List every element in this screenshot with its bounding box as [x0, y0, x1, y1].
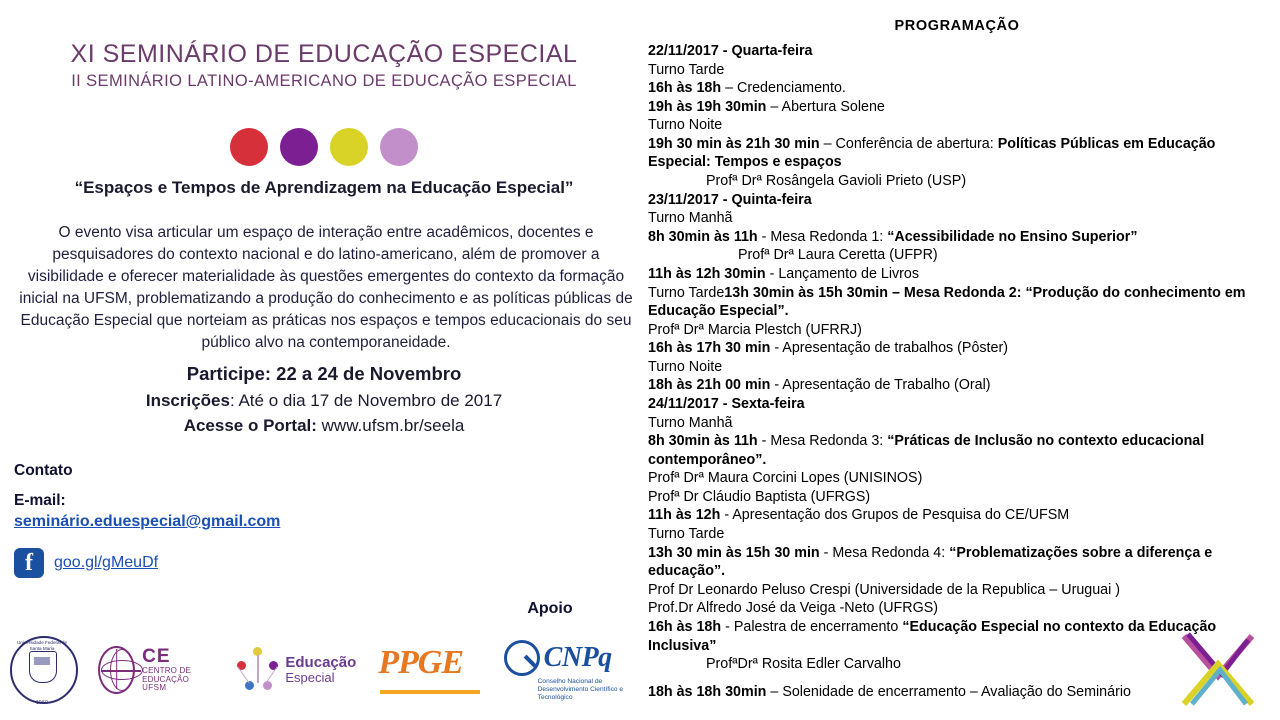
program-shift-label: Turno Tarde	[648, 284, 725, 301]
cnpq-mark-icon	[504, 640, 540, 676]
registration-label: Inscrições	[145, 390, 230, 410]
ce-name: CENTRO DE EDUCAÇÃO	[142, 666, 192, 684]
facebook-icon[interactable]: f	[14, 548, 44, 578]
registration-value: : Até o dia 17 de Novembro de 2017	[229, 390, 503, 410]
program-entry-text: – Abertura Solene	[766, 98, 885, 115]
apoio-label: Apoio	[527, 600, 573, 617]
program-entry-text: - Apresentação de Trabalho (Oral)	[770, 377, 991, 394]
program-entry-text: - Palestra de encerramento	[721, 618, 903, 635]
program-entry-time: 13h 30 min às 15h 30 min	[648, 544, 820, 561]
program-entry-time: 11h às 12h	[648, 507, 721, 524]
program-entry-time: 19h às 19h 30min	[648, 98, 767, 115]
program-speaker: Profª Drª Rosângela Gavioli Prieto (USP)	[706, 173, 967, 190]
program-entry-text: - Mesa Redonda 3:	[757, 433, 888, 450]
program-entry-time: 16h às 18h	[648, 618, 722, 635]
program-entry-text: Prof.Dr Alfredo José da Veiga -Neto (UFRGS)	[648, 600, 939, 617]
logo-educacao-especial	[237, 639, 356, 701]
program-entry	[648, 432, 1266, 469]
facebook-row[interactable]	[14, 548, 158, 578]
program-entry-text: Turno Manhã	[648, 210, 733, 227]
program-entry-time: 11h às 12h 30min	[648, 265, 766, 282]
program-entry-time: 13h 30min às 15h 30min –	[724, 284, 904, 301]
program-entry-text: - Apresentação de trabalhos (Pôster)	[770, 340, 1009, 357]
program-entry	[648, 228, 1266, 247]
program-entry	[648, 544, 1266, 581]
program-entry-text: Turno Tarde	[648, 61, 725, 78]
program-entry-title: “Acessibilidade no Ensino Superior”	[887, 228, 1138, 245]
seminar-title-line2: II SEMINÁRIO LATINO-AMERICANO DE EDUCAÇÃO ESPECIAL	[71, 72, 577, 90]
dot-lilac	[380, 128, 418, 166]
dot-purple	[280, 128, 318, 166]
program-entry	[648, 321, 1266, 340]
program-entry	[648, 191, 1266, 210]
program-entry-text: – Credenciamento.	[721, 80, 846, 97]
program-entry-text: - Lançamento de Livros	[765, 265, 920, 282]
portal-value: www.ufsm.br/seela	[316, 416, 465, 436]
program-entry	[648, 61, 1266, 80]
logo-ufsm	[10, 634, 76, 706]
program-entry	[648, 42, 1266, 61]
program-speaker: ProfªDrª Rosita Edler Carvalho	[706, 656, 901, 673]
program-entry-text: Turno Manhã	[648, 414, 733, 431]
program-title: PROGRAMAÇÃO	[894, 18, 1020, 34]
edesp-line1: Educação	[285, 653, 357, 671]
program-entry	[648, 599, 1266, 618]
program-entry	[648, 506, 1266, 525]
ppge-text: PPGE	[378, 644, 464, 681]
program-entry	[648, 246, 1266, 265]
program-entry	[648, 98, 1266, 117]
contact-block	[14, 462, 414, 531]
logo-cnpq	[504, 640, 650, 700]
ufsm-year: 1960	[35, 700, 49, 706]
dot-yellow	[330, 128, 368, 166]
ppge-bar-icon	[380, 690, 480, 694]
program-entry-text: Prof Dr Leonardo Peluso Crespi (Universidade de la Republica – Uruguai )	[648, 581, 1121, 598]
program-entry-text: Profª Drª Maura Corcini Lopes (UNISINOS)	[648, 470, 923, 487]
ufsm-shield-icon	[29, 651, 57, 683]
program-spacer	[648, 674, 1266, 683]
contact-title: Contato	[14, 462, 73, 479]
program-entry	[648, 358, 1266, 377]
program-entry	[648, 581, 1266, 600]
program-entry-text: – Conferência de abertura:	[819, 135, 998, 152]
program-entry-time: 16h às 17h 30 min	[648, 340, 771, 357]
program-entry	[648, 469, 1266, 488]
program-entry-time: 16h às 18h	[648, 80, 722, 97]
program-entry-title: Políticas Públicas em Educação Especial: Tempos e espaços	[648, 135, 1216, 171]
program-entry	[648, 135, 1266, 172]
portal-label: Acesse o Portal:	[183, 416, 317, 436]
participate-dates: Participe: 22 a 24 de Novembro	[186, 363, 462, 384]
participate-block	[14, 360, 634, 439]
program-entry	[648, 618, 1266, 655]
program-entry	[648, 376, 1266, 395]
program-list	[648, 42, 1266, 701]
cnpq-subtitle: Conselho Nacional de Desenvolvimento Científico e Tecnológico	[537, 678, 624, 702]
program-entry	[648, 525, 1266, 544]
program-entry-title: “Educação Especial no contexto da Educação Inclusiva”	[648, 618, 1217, 654]
sponsor-logos	[10, 630, 650, 710]
program-entry	[648, 209, 1266, 228]
program-entry	[648, 79, 1266, 98]
right-column	[648, 0, 1280, 720]
facebook-link[interactable]: goo.gl/gMeuDf	[54, 554, 159, 571]
program-entry-text: Profª Dr Cláudio Baptista (UFRGS)	[648, 488, 871, 505]
edesp-line2: Especial	[285, 670, 335, 686]
program-entry	[648, 414, 1266, 433]
program-entry-time: 19h 30 min às 21h 30 min	[648, 135, 820, 152]
program-entry-title: “Problematizações sobre a diferença e educação”.	[648, 544, 1213, 580]
program-entry	[648, 284, 1266, 321]
program-entry	[648, 339, 1266, 358]
program-entry-time: 18h às 21h 00 min	[648, 377, 771, 394]
email-label: E-mail:	[14, 492, 66, 509]
logo-ppge	[378, 642, 481, 698]
program-entry	[648, 488, 1266, 507]
program-entry-text: - Mesa Redonda 1:	[757, 228, 888, 245]
program-entry-text: – Solenidade de encerramento – Avaliação do Seminário	[766, 683, 1131, 700]
program-entry-text: Profª Drª Marcia Plestch (UFRRJ)	[648, 321, 862, 338]
program-entry-text: Turno Noite	[648, 358, 723, 375]
program-entry-date: 22/11/2017 - Quarta-feira	[648, 43, 813, 59]
program-entry	[648, 683, 1266, 702]
decorative-dots	[0, 128, 648, 166]
program-entry-title: Mesa Redonda 2: “Produção do conhecimento em Educação Especial”.	[648, 284, 1246, 320]
program-entry-title: “Práticas de Inclusão no contexto educacional contemporâneo”.	[648, 433, 1205, 468]
program-speaker: Profª Drª Laura Ceretta (UFPR)	[738, 247, 938, 264]
seminar-title-line1: XI SEMINÁRIO DE EDUCAÇÃO ESPECIAL	[70, 40, 578, 68]
ufsm-arc-text: Universidade Federal de Santa Maria	[16, 640, 68, 651]
program-entry-date: 24/11/2017 - Sexta-feira	[648, 395, 805, 412]
program-entry-text: - Apresentação dos Grupos de Pesquisa do CE/UFSM	[720, 507, 1070, 524]
event-description: O evento visa articular um espaço de interação entre acadêmicos, docentes e pesquisadores do contexto nacional e do latino-americano, além de promover a visibilidade e oferecer materialidade às questões emergentes do contexto da formação inicial na UFSM, problematizando a produção do conhecimento e as políticas públicas de Educação Especial que norteiam as práticas nos espaços e tempos educacionais do seu público alvo na contemporaneidade.	[19, 224, 633, 351]
program-entry-time: 8h 30min às 11h	[648, 433, 758, 450]
portal-line	[14, 413, 634, 439]
cnpq-text: CNPq	[543, 642, 612, 673]
program-entry-time: 18h às 18h 30min	[648, 683, 767, 700]
program-entry-text: Turno Noite	[648, 117, 723, 134]
program-entry	[648, 655, 1266, 674]
flower-icon	[237, 647, 279, 693]
ce-university: UFSM	[142, 683, 167, 693]
ce-abbrev: CE	[142, 646, 171, 668]
event-quote: “Espaços e Tempos de Aprendizagem na Educação Especial”	[74, 178, 574, 197]
seminar-title	[0, 40, 648, 91]
program-entry-text: - Mesa Redonda 4:	[819, 544, 950, 561]
program-entry-date: 23/11/2017 - Quinta-feira	[648, 191, 812, 208]
email-link[interactable]: seminário.eduespecial@gmail.com	[14, 513, 281, 530]
program-entry	[648, 172, 1266, 191]
logo-ce-ufsm	[98, 639, 215, 701]
program-entry-time: 8h 30min às 11h	[648, 228, 758, 245]
dot-red	[230, 128, 268, 166]
program-entry-text: Turno Tarde	[648, 526, 725, 543]
registration-line	[14, 388, 634, 414]
program-entry	[648, 116, 1266, 135]
globe-icon	[98, 646, 135, 694]
program-entry	[648, 395, 1266, 414]
program-entry	[648, 265, 1266, 284]
